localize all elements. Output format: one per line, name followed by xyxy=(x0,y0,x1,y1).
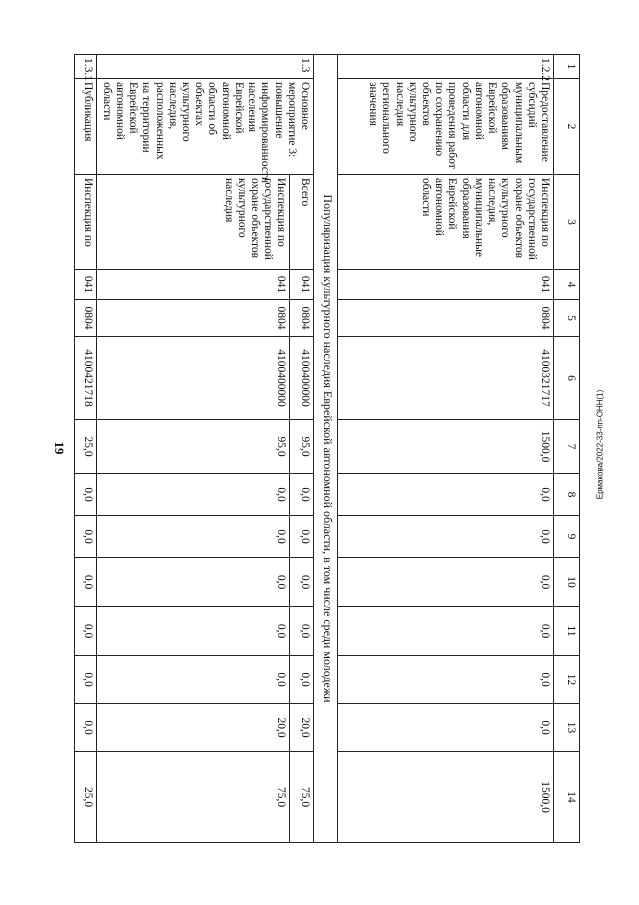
value-cell: 0,0 xyxy=(97,474,290,516)
header-cell: 7 xyxy=(554,420,580,474)
header-cell: 11 xyxy=(554,607,580,656)
target-article: 4100400000 xyxy=(290,337,314,420)
value-cell: 0,0 xyxy=(290,656,314,704)
header-cell: 2 xyxy=(554,79,580,175)
header-cell: 10 xyxy=(554,558,580,607)
header-cell: 5 xyxy=(554,300,580,337)
table-row xyxy=(75,55,97,843)
value-cell: 0,0 xyxy=(338,558,554,607)
measure-name: Публикация xyxy=(75,79,97,175)
value-cell: 1500,0 xyxy=(338,420,554,474)
value-cell: 75,0 xyxy=(97,752,290,843)
value-cell: 0,0 xyxy=(338,516,554,558)
value-cell: 0,0 xyxy=(338,704,554,752)
header-cell: 9 xyxy=(554,516,580,558)
section-title: Популяризация культурного наследия Еврейской автономной области, в том числе среди молодежи xyxy=(314,55,338,843)
section-code: 0804 xyxy=(338,300,554,337)
row-number: 1.2.2 xyxy=(338,55,554,79)
header-cell: 14 xyxy=(554,752,580,843)
executor: Инспекция по государственной охране объектов культурного наследия, муниципальные образования Еврейской автономной области xyxy=(338,175,554,270)
header-cell: 3 xyxy=(554,175,580,270)
target-article: 4100400000 xyxy=(97,337,290,420)
value-cell: 0,0 xyxy=(290,558,314,607)
value-cell: 0,0 xyxy=(75,656,97,704)
header-cell: 4 xyxy=(554,270,580,300)
row-number: 1.3 xyxy=(97,55,314,79)
value-cell: 0,0 xyxy=(290,474,314,516)
value-cell: 0,0 xyxy=(338,607,554,656)
budget-table-rotated xyxy=(82,54,580,842)
section-code: 0804 xyxy=(75,300,97,337)
value-cell: 20,0 xyxy=(97,704,290,752)
header-cell: 13 xyxy=(554,704,580,752)
value-cell: 25,0 xyxy=(75,420,97,474)
value-cell: 0,0 xyxy=(75,474,97,516)
value-cell: 95,0 xyxy=(290,420,314,474)
value-cell: 0,0 xyxy=(75,704,97,752)
header-cell: 12 xyxy=(554,656,580,704)
grbs-code: 041 xyxy=(75,270,97,300)
value-cell: 95,0 xyxy=(97,420,290,474)
header-cell: 1 xyxy=(554,55,580,79)
section-code: 0804 xyxy=(97,300,290,337)
grbs-code: 041 xyxy=(97,270,290,300)
measure-name: Предоставление субсидий муниципальным образованиям Еврейской автономной области для проведения работ по сохранению объектов культурного наследия регионального значения xyxy=(338,79,554,175)
value-cell: 0,0 xyxy=(97,656,290,704)
value-cell: 0,0 xyxy=(338,656,554,704)
target-article: 4100421718 xyxy=(75,337,97,420)
value-cell: 0,0 xyxy=(338,474,554,516)
header-row xyxy=(554,55,580,843)
executor: Инспекция по государственной охране объектов культурного наследия xyxy=(97,175,290,270)
header-cell: 8 xyxy=(554,474,580,516)
grbs-code: 041 xyxy=(338,270,554,300)
row-number: 1.3.1 xyxy=(75,55,97,79)
value-cell: 0,0 xyxy=(290,607,314,656)
value-cell: 0,0 xyxy=(290,516,314,558)
measure-name: Основное мероприятие 3: повышение информированности населения Еврейской автономной области об объектах культурного наследия, расположенных на территории Еврейской автономной области xyxy=(97,79,314,175)
value-cell: 0,0 xyxy=(97,607,290,656)
target-article: 4100321717 xyxy=(338,337,554,420)
executor: Инспекция по xyxy=(75,175,97,270)
table-row xyxy=(338,55,554,843)
value-cell: 75,0 xyxy=(290,752,314,843)
budget-table xyxy=(75,54,581,843)
table-row xyxy=(290,55,314,843)
total-label: Всего xyxy=(290,175,314,270)
value-cell: 0,0 xyxy=(97,558,290,607)
section-code: 0804 xyxy=(290,300,314,337)
header-cell: 6 xyxy=(554,337,580,420)
value-cell: 0,0 xyxy=(75,516,97,558)
value-cell: 0,0 xyxy=(75,558,97,607)
page-number: 19 xyxy=(52,441,67,455)
document-code: Ермакова/2022-33-пп-ОНН(1) xyxy=(595,389,605,500)
value-cell: 20,0 xyxy=(290,704,314,752)
grbs-code: 041 xyxy=(290,270,314,300)
value-cell: 1500,0 xyxy=(338,752,554,843)
section-row xyxy=(314,55,338,843)
value-cell: 0,0 xyxy=(97,516,290,558)
value-cell: 25,0 xyxy=(75,752,97,843)
value-cell: 0,0 xyxy=(75,607,97,656)
